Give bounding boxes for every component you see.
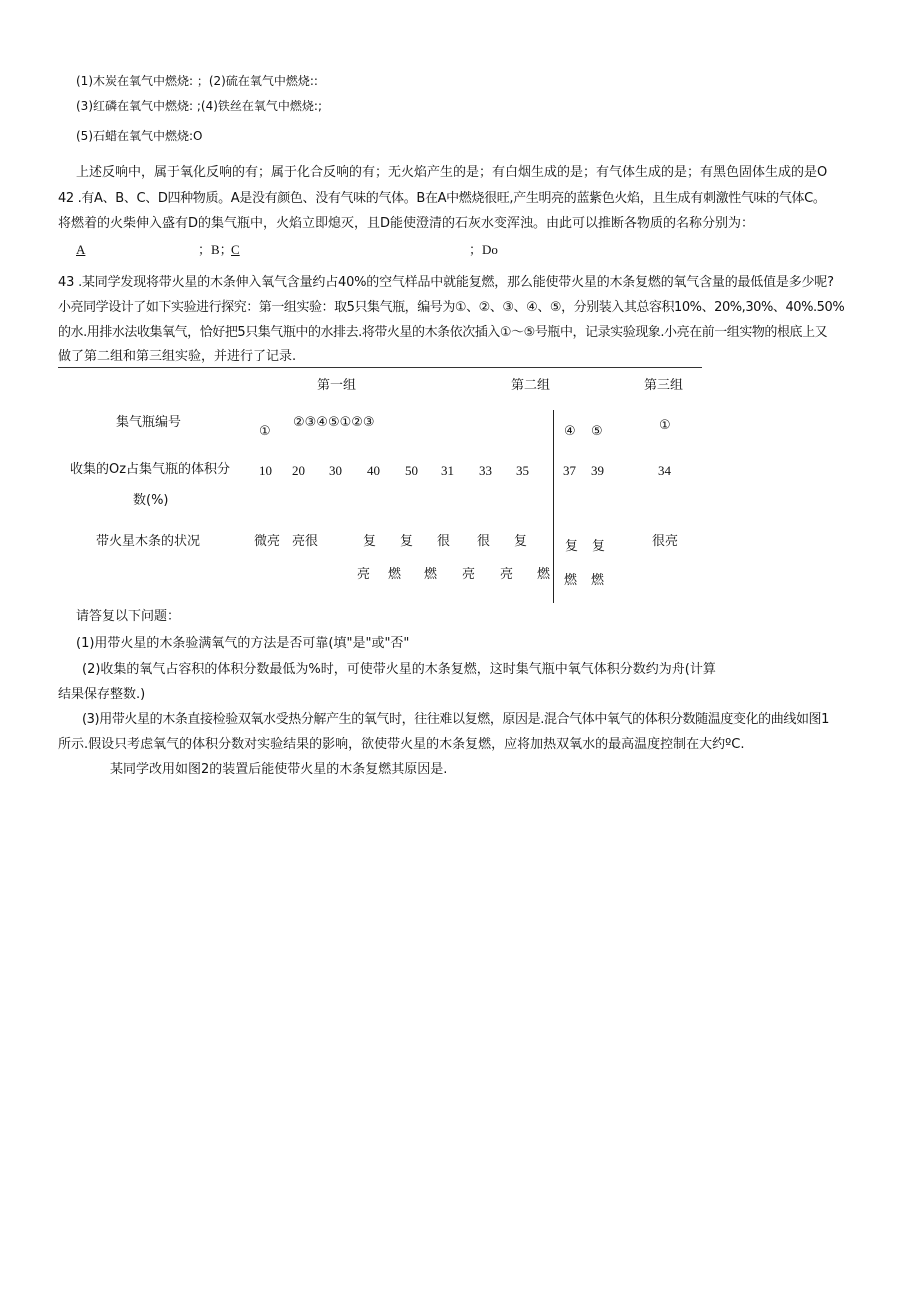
splint-status-cell: 很 bbox=[437, 534, 451, 549]
splint-status-cell: 亮 bbox=[500, 567, 514, 582]
question-2-note: 结果保存整数.) bbox=[58, 687, 146, 702]
q41-summary: 上述反响中，属于氧化反响的有；属于化合反响的有；无火焰产生的是；有白烟生成的是；有气体生成的是；有黑色固体生成的是O bbox=[76, 165, 828, 180]
table-divider bbox=[553, 410, 554, 603]
question-4: 某同学改用如图2的装置后能使带火星的木条复燃其原因是. bbox=[110, 762, 448, 777]
group-3-header: 第三组 bbox=[644, 378, 684, 393]
oxygen-fraction-cell: 40 bbox=[367, 463, 380, 478]
oxygen-fraction-cell: 10 bbox=[259, 463, 272, 478]
q42-line-2: 将燃着的火柴伸入盛有D的集气瓶中，火焰立即熄灭，且D能使澄清的石灰水变浑浊。由此可以推断各物质的名称分别为： bbox=[58, 216, 755, 231]
question-3-cont: 所示.假设只考虑氧气的体积分数对实验结果的影响，欲使带火星的木条复燃，应将加热双氧水的最高温度控制在大约ºC. bbox=[58, 737, 745, 752]
splint-status-cell: 亮 bbox=[462, 567, 476, 582]
splint-status-cell: 微亮 bbox=[254, 534, 281, 549]
q42-answer-c: C bbox=[231, 242, 240, 257]
splint-status-cell: 复 bbox=[592, 539, 606, 554]
q42-answer-b: ；B； bbox=[198, 242, 233, 257]
bottle-number-cell: ②③④⑤①②③ bbox=[293, 415, 375, 430]
row-label-oxygen-fraction: 收集的Oz占集气瓶的体积分 bbox=[70, 462, 231, 477]
splint-status-cell: 燃 bbox=[591, 573, 605, 588]
splint-status-cell: 燃 bbox=[564, 573, 578, 588]
oxygen-fraction-cell: 37 bbox=[563, 463, 576, 478]
table-top-rule bbox=[58, 367, 702, 368]
question-3: (3)用带火星的木条直接检验双氧水受热分解产生的氧气时，往往难以复燃，原因是.混合气体中氧气的体积分数随温度变化的曲线如图1 bbox=[82, 712, 830, 727]
splint-status-cell: 亮很 bbox=[292, 534, 319, 549]
questions-intro: 请答复以下问题： bbox=[76, 609, 181, 624]
oxygen-fraction-cell: 50 bbox=[405, 463, 418, 478]
oxygen-fraction-cell: 20 bbox=[292, 463, 305, 478]
question-2: (2)收集的氧气占容积的体积分数最低为%时，可使带火星的木条复燃，这时集气瓶中氧气体积分数约为舟(计算 bbox=[82, 662, 716, 677]
row-label-splint-status: 带火星木条的状况 bbox=[96, 534, 201, 549]
oxygen-fraction-cell: 35 bbox=[516, 463, 529, 478]
q42-answer-a: A bbox=[76, 242, 86, 257]
oxygen-fraction-cell: 30 bbox=[329, 463, 342, 478]
splint-status-cell: 燃 bbox=[388, 567, 402, 582]
splint-status-cell: 复 bbox=[514, 534, 528, 549]
bottle-number-cell: ① bbox=[259, 424, 271, 439]
splint-status-cell: 复 bbox=[565, 539, 579, 554]
q43-line-2: 小亮同学设计了如下实验进行探究：第一组实验：取5只集气瓶，编号为①、②、③、④、⑤，分别装入其总容积10%、20%,30%、40%.50% bbox=[58, 300, 845, 315]
q42-line-1: 42 .有A、B、C、D四种物质。A是没有颜色、没有气味的气体。B在A中燃烧很旺,产生明亮的蓝紫色火焰，且生成有刺激性气味的气体C。 bbox=[58, 191, 826, 206]
splint-status-cell: 燃 bbox=[424, 567, 438, 582]
splint-status-cell: 亮 bbox=[357, 567, 371, 582]
oxygen-fraction-cell: 34 bbox=[658, 463, 671, 478]
q41-line-2: (3)红磷在氧气中燃烧: ;(4)铁丝在氧气中燃烧:; bbox=[76, 99, 322, 113]
q42-answer-d: ；Do bbox=[469, 242, 498, 257]
bottle-number-cell: ① bbox=[659, 418, 671, 433]
oxygen-fraction-cell: 39 bbox=[591, 463, 604, 478]
splint-status-cell: 复 bbox=[363, 534, 377, 549]
group-1-header: 第一组 bbox=[317, 378, 357, 393]
q41-line-3: (5)石蜡在氧气中燃烧:O bbox=[76, 129, 203, 143]
splint-status-cell: 复 bbox=[400, 534, 414, 549]
q43-line-1: 43 .某同学发现将带火星的木条伸入氧气含量约占40%的空气样品中就能复燃，那么能使带火星的木条复燃的氧气含量的最低值是多少呢? bbox=[58, 275, 834, 290]
q41-line-1: (1)木炭在氧气中燃烧: ；(2)硫在氧气中燃烧:: bbox=[76, 74, 318, 88]
splint-status-cell: 燃 bbox=[537, 567, 551, 582]
splint-status-cell: 很亮 bbox=[652, 534, 679, 549]
row-label-bottle-number: 集气瓶编号 bbox=[116, 415, 182, 430]
q43-line-4: 做了第二组和第三组实验，并进行了记录. bbox=[58, 349, 297, 364]
bottle-number-cell: ⑤ bbox=[591, 424, 603, 439]
row-label-oxygen-fraction-unit: 数(%) bbox=[133, 493, 169, 508]
oxygen-fraction-cell: 31 bbox=[441, 463, 454, 478]
bottle-number-cell: ④ bbox=[564, 424, 576, 439]
group-2-header: 第二组 bbox=[511, 378, 551, 393]
oxygen-fraction-cell: 33 bbox=[479, 463, 492, 478]
q43-line-3: 的水.用排水法收集氧气，恰好把5只集气瓶中的水排去.将带火星的木条依次插入①〜⑤号瓶中，记录实验现象.小亮在前一组实物的根底上又 bbox=[58, 325, 828, 340]
question-1: (1)用带火星的木条验满氧气的方法是否可靠(填"是"或"否" bbox=[76, 636, 410, 651]
splint-status-cell: 很 bbox=[477, 534, 491, 549]
